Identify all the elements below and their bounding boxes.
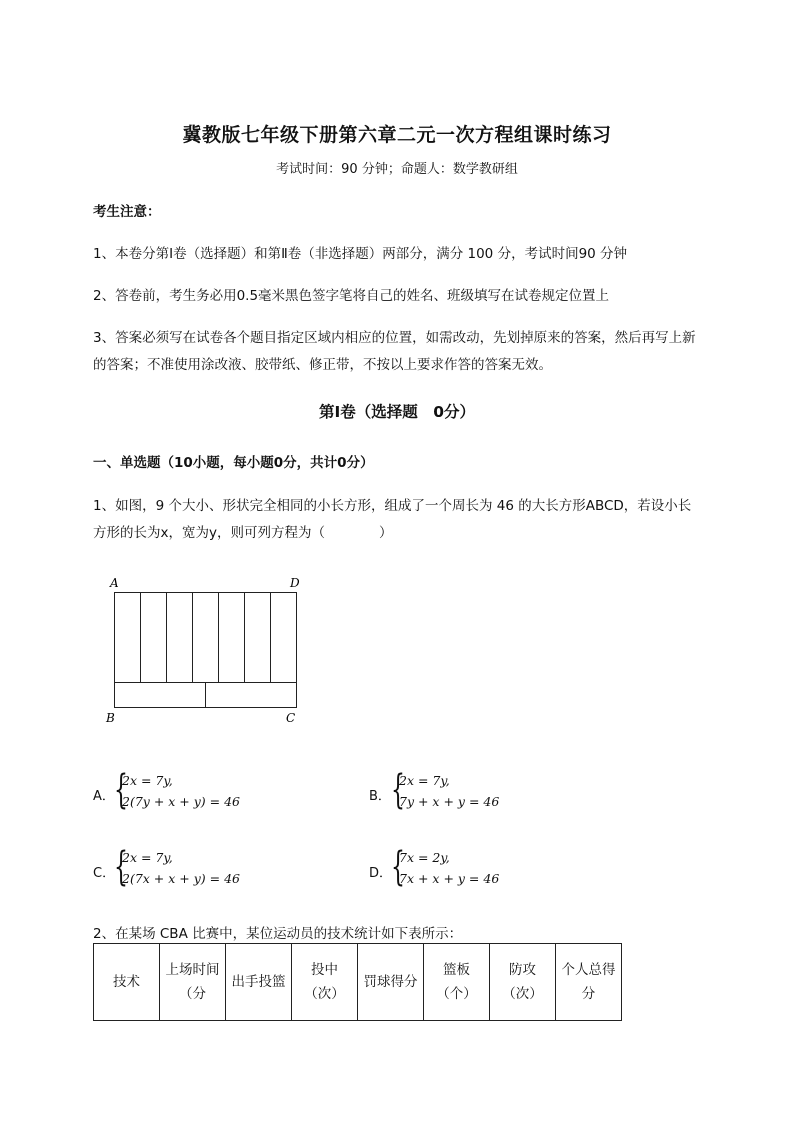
exam-subtitle: 考试时间：90 分钟；命题人：数学教研组 [276, 162, 518, 177]
option-c-equations [122, 847, 240, 889]
option-a-equations [122, 770, 240, 812]
notice-heading: 考生注意： [93, 204, 161, 220]
option-a-brace: { [114, 767, 128, 813]
option-b-brace: { [391, 767, 405, 813]
table-header-cell: 防攻（次） [490, 944, 556, 1021]
option-d-eq-1: 7x = 2y, [399, 850, 450, 865]
option-d-label[interactable]: D． [369, 866, 393, 881]
notice-item-1: 1、本卷分第Ⅰ卷（选择题）和第Ⅱ卷（非选择题）两部分，满分 100 分，考试时间90 分钟 [93, 246, 628, 262]
table-header-cell: 罚球得分 [358, 944, 424, 1021]
table-header-cell: 篮板（个） [424, 944, 490, 1021]
question-2-text: 2、在某场 CBA 比赛中，某位运动员的技术统计如下表所示： [93, 926, 463, 942]
table-header-cell: 个人总得分 [556, 944, 622, 1021]
question-1-line-1: 1、如图，9 个大小、形状完全相同的小长方形，组成了一个周长为 46 的大长方形ABCD，若设小长 [93, 498, 692, 514]
option-a-eq-2: 2(7y + x + y) = 46 [122, 794, 240, 809]
vertex-label-c: C [286, 711, 296, 725]
question-1-line-2: 方形的长为x，宽为y，则可列方程为（ ） [93, 525, 393, 541]
rectangle-figure [104, 572, 314, 727]
vertex-label-a: A [110, 576, 119, 590]
option-d-eq-2: 7x + x + y = 46 [399, 871, 500, 886]
option-d-equations [399, 847, 499, 889]
table-header-cell: 投中（次） [292, 944, 358, 1021]
option-a-eq-1: 2x = 7y, [122, 773, 173, 788]
table-header-cell: 出手投篮 [226, 944, 292, 1021]
option-b-eq-2: 7y + x + y = 46 [399, 794, 500, 809]
table-header-cell: 上场时间（分 [160, 944, 226, 1021]
vertex-label-d: D [290, 576, 300, 590]
table-header-cell: 技术 [94, 944, 160, 1021]
option-b-eq-1: 2x = 7y, [399, 773, 450, 788]
option-d-brace: { [391, 844, 405, 890]
vertex-label-b: B [106, 711, 115, 725]
option-c-eq-2: 2(7x + x + y) = 46 [122, 871, 240, 886]
notice-item-3-line-2: 的答案；不准使用涂改液、胶带纸、修正带，不按以上要求作答的答案无效。 [93, 357, 552, 373]
table-row [94, 944, 622, 1021]
option-b-equations [399, 770, 499, 812]
part-title: 一、单选题（10小题，每小题0分，共计0分） [93, 455, 374, 471]
option-a-label[interactable]: A． [93, 789, 115, 804]
option-c-eq-1: 2x = 7y, [122, 850, 173, 865]
section-title: 第Ⅰ卷（选择题 0分） [318, 403, 476, 421]
stats-table [93, 943, 622, 1021]
option-c-label[interactable]: C． [93, 866, 116, 881]
notice-item-2: 2、答卷前，考生务必用0.5毫米黑色签字笔将自己的姓名、班级填写在试卷规定位置上 [93, 288, 610, 304]
option-c-brace: { [114, 844, 128, 890]
option-b-label[interactable]: B． [369, 789, 391, 804]
document-title: 冀教版七年级下册第六章二元一次方程组课时练习 [182, 124, 612, 146]
notice-item-3-line-1: 3、答案必须写在试卷各个题目指定区域内相应的位置，如需改动，先划掉原来的答案，然后再写上新 [93, 330, 696, 346]
